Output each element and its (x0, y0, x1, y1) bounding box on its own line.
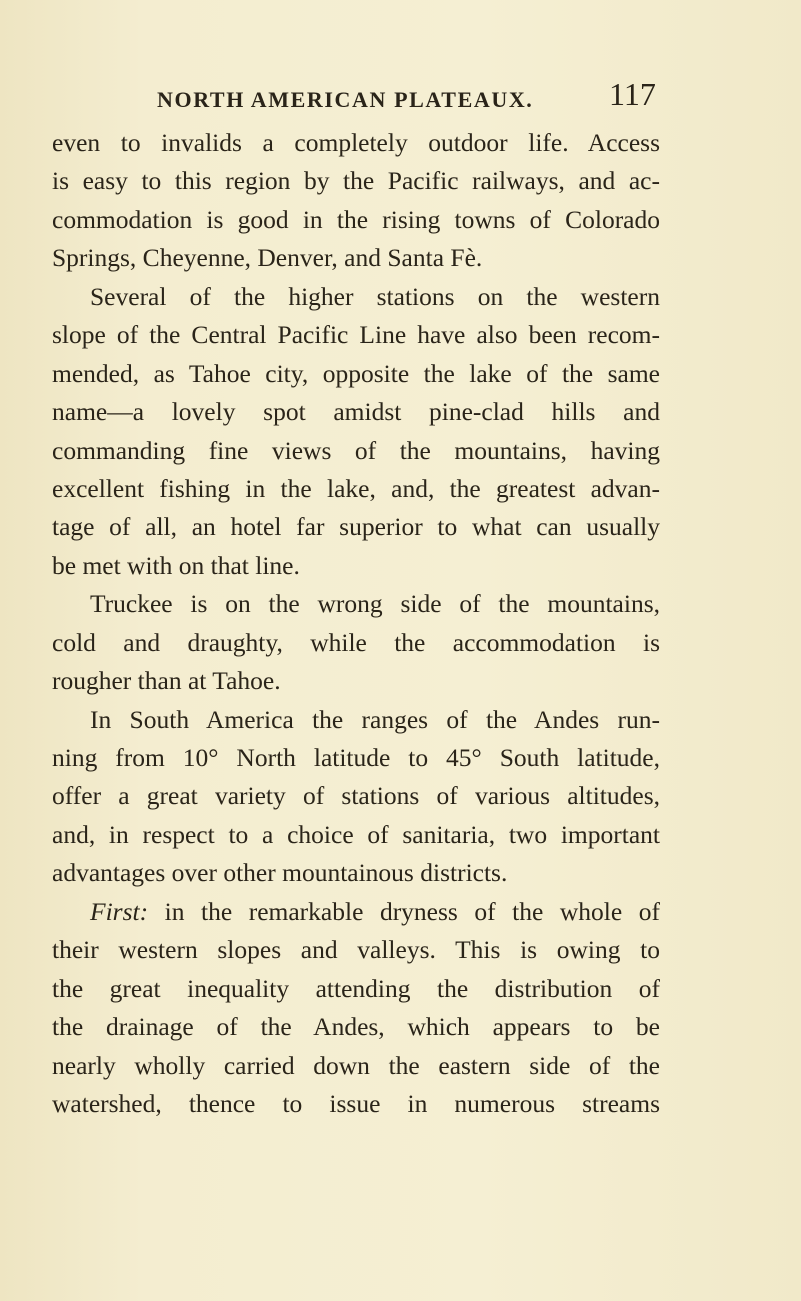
text-line-rest: in the remarkable dryness of the whole of (164, 896, 660, 926)
text-line: offer a great variety of stations of various altitudes, (52, 781, 660, 811)
page-number: 117 (609, 76, 656, 112)
text-line: watershed, thence to issue in numerous streams (52, 1088, 660, 1118)
text-line: In South America the ranges of the Andes run- (90, 704, 660, 734)
page-header (0, 70, 801, 120)
text-line: Truckee is on the wrong side of the mountains, (90, 589, 660, 619)
text-line: excellent fishing in the lake, and, the greatest advan- (52, 473, 660, 503)
text-line: tage of all, an hotel far superior to what can usually (52, 512, 660, 542)
text-line: Several of the higher stations on the western (90, 281, 660, 311)
text-line: rougher than at Tahoe. (52, 666, 281, 696)
text-line: commanding fine views of the mountains, having (52, 435, 660, 465)
text-line: commodation is good in the rising towns of Colorado (52, 204, 660, 234)
text-line: advantages over other mountainous districts. (52, 858, 508, 888)
text-line: the drainage of the Andes, which appears to be (52, 1012, 660, 1042)
text-line: name—a lovely spot amidst pine-clad hills and (52, 397, 660, 427)
text-line: nearly wholly carried down the eastern side of the (52, 1050, 660, 1080)
text-line: is easy to this region by the Pacific railways, and ac- (52, 166, 660, 196)
text-line: Springs, Cheyenne, Denver, and Santa Fè. (52, 243, 483, 273)
text-line: mended, as Tahoe city, opposite the lake of the same (52, 358, 660, 388)
text-line: and, in respect to a choice of sanitaria, two important (52, 819, 660, 849)
text-line: be met with on that line. (52, 550, 300, 580)
text-line: ning from 10° North latitude to 45° South latitude, (52, 743, 660, 772)
text-line: slope of the Central Pacific Line have also been recom- (52, 320, 660, 350)
text-line: their western slopes and valleys. This is owing to (52, 935, 660, 965)
running-head: NORTH AMERICAN PLATEAUX. (157, 87, 534, 112)
text-line: cold and draughty, while the accommodation is (52, 627, 660, 657)
body-text (52, 124, 660, 1123)
text-line (52, 893, 660, 931)
text-line: even to invalids a completely outdoor life. Access (52, 128, 660, 157)
first-lead: First: (90, 896, 149, 926)
text-line: the great inequality attending the distribution of (52, 973, 660, 1003)
